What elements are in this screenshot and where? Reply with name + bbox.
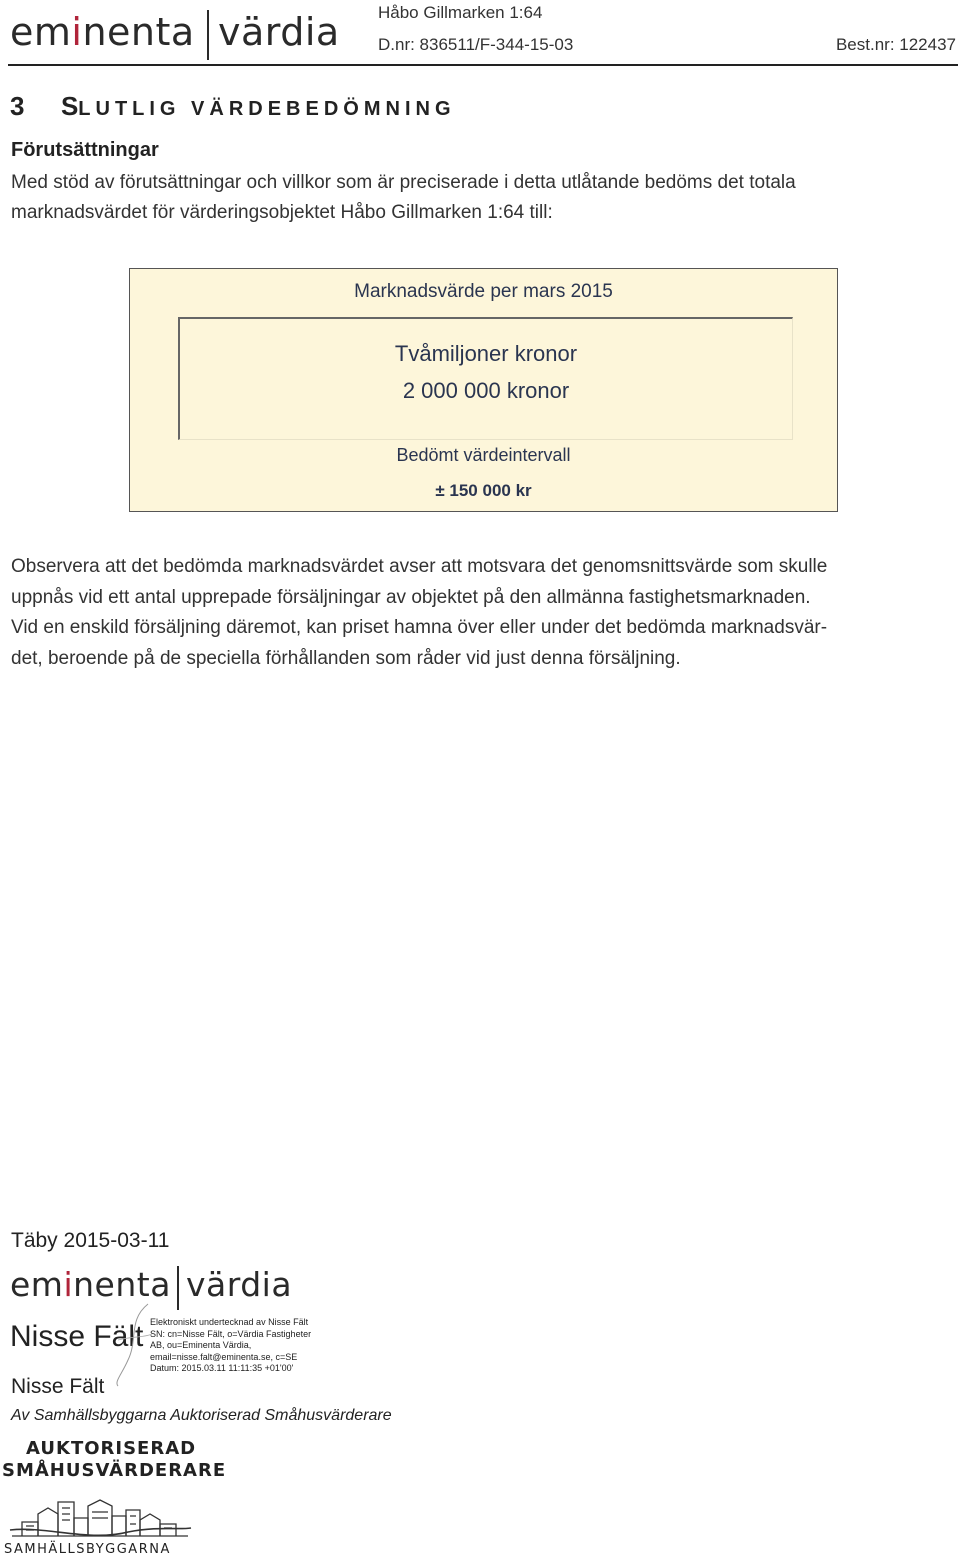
premises-text: Med stöd av förutsättningar och villkor som är preciserade i detta utlåtande bedöms det totala marknadsvärdet för värderingsobjektet Håbo Gillmarken 1:64 till: [11, 172, 796, 223]
esign-line: Datum: 2015.03.11 11:11:35 +01'00' [150, 1363, 294, 1373]
header-dnr: D.nr: 836511/F-344-15-03 [378, 35, 574, 54]
logo-accent-letter: i [71, 10, 83, 54]
signature-logo-vardia [186, 1264, 292, 1306]
value-words: Tvåmiljoner kronor [394, 341, 578, 366]
note-line: Observera att det bedömda marknadsvärdet avser att motsvara det genomsnittsvärde som skulle [11, 556, 828, 577]
logo-part: nenta [73, 1265, 171, 1304]
section-title-initial: S [60, 91, 79, 121]
note-line: det, beroende på de speciella förhållanden som råder vid just denna försäljning. [11, 647, 681, 669]
esign-line: Elektroniskt undertecknad av Nisse Fält [150, 1317, 309, 1327]
note-line: uppnås vid ett antal upprepade försäljningar av objektet på den allmänna fastighetsmarknaden. [11, 586, 811, 608]
section-heading [10, 91, 456, 122]
premises-heading: Förutsättningar [11, 139, 159, 161]
interval-value: ± 150 000 kr [435, 481, 532, 500]
place-date: Täby 2015-03-11 [11, 1229, 170, 1252]
section-title-rest: LUTLIG VÄRDEBEDÖMNING [78, 98, 456, 120]
logo-part: em [10, 1265, 64, 1304]
logo-part: em [10, 10, 72, 54]
note-line: Vid en enskild försäljning däremot, kan priset hamna över eller under det bedömda marknadsvär- [11, 617, 828, 638]
note-paragraph [11, 552, 827, 674]
value-caption: Marknadsvärde per mars 2015 [354, 281, 613, 302]
logo-divider [207, 10, 209, 60]
interval-label: Bedömt värdeintervall [396, 445, 571, 465]
logo-part: nenta [82, 10, 195, 54]
signer-large-name: Nisse Fält [10, 1320, 144, 1353]
electronic-signature-block [150, 1317, 311, 1375]
logo-accent-letter: i [63, 1265, 74, 1304]
logo-divider [177, 1266, 179, 1310]
company-logo [10, 8, 195, 56]
esign-line: AB, ou=Eminenta Värdia, [150, 1340, 252, 1350]
header-property: Håbo Gillmarken 1:64 [378, 3, 543, 22]
signer-name: Nisse Fält [11, 1375, 105, 1398]
value-number: 2 000 000 kronor [402, 378, 570, 403]
logo-part: värdia [218, 10, 340, 54]
esign-line: SN: cn=Nisse Fält, o=Värdia Fastigheter [150, 1328, 312, 1339]
esign-line: email=nisse.falt@eminenta.se, c=SE [150, 1351, 298, 1362]
signer-credential: Av Samhällsbyggarna Auktoriserad Småhusvärderare [11, 1407, 392, 1424]
header-bestnr: Best.nr: 122437 [835, 35, 956, 54]
badge-line-2: SMÅHUSVÄRDERARE [2, 1460, 227, 1481]
badge-org: SAMHÄLLSBYGGARNA [4, 1542, 171, 1557]
logo-vardia [218, 8, 340, 56]
market-value-box [129, 268, 838, 512]
badge-line-1: AUKTORISERAD [26, 1438, 197, 1459]
header-rule [8, 64, 958, 66]
samhallsbyggarna-skyline-logo [8, 1496, 193, 1544]
value-inner-box [178, 317, 793, 440]
logo-part: värdia [186, 1265, 293, 1304]
section-number: 3 [10, 91, 25, 121]
